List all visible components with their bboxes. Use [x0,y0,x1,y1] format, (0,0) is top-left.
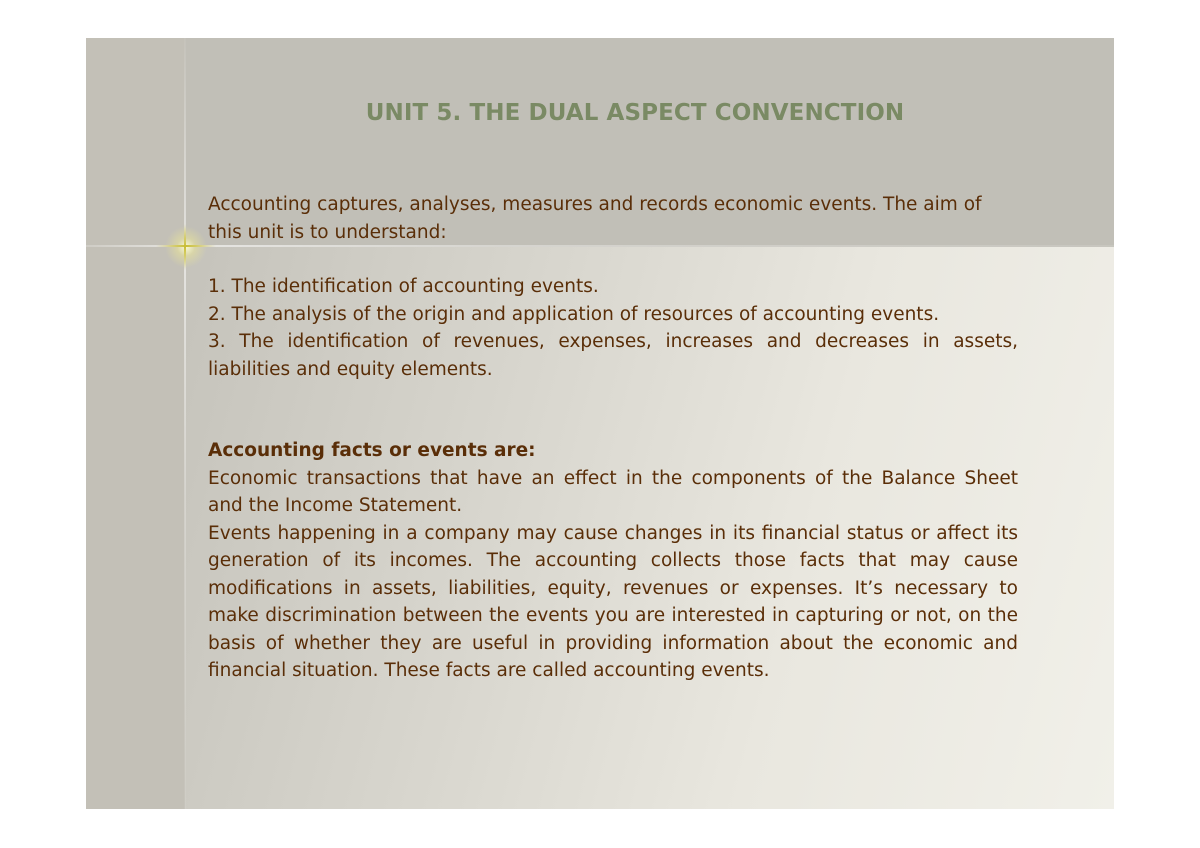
slide-title: UNIT 5. THE DUAL ASPECT CONVENCTION [365,100,905,126]
objective-item-2: 2. The analysis of the origin and application of resources of accounting events. [208,303,940,325]
slide-left-band [86,38,185,809]
slide [86,38,1114,809]
sparkle-horizontal-ray [156,245,216,247]
objectives-list [208,273,1018,383]
objective-item-1: 1. The identification of accounting events. [208,276,599,297]
objective-item-3: 3. The identification of revenues, expenses, increases and decreases in assets, liabilities and equity elements. [208,331,1018,380]
intro-paragraph: Accounting captures, analyses, measures and records economic events. The aim of this unit is to understand: [208,194,982,243]
vertical-divider-line [184,38,186,809]
sparkle-glow-icon [165,226,207,268]
facts-heading: Accounting facts or events are: [208,440,536,461]
facts-section [208,437,1018,685]
sparkle-vertical-ray [184,224,186,270]
facts-paragraph-2: Events happening in a company may cause changes in its financial status or affect its generation of its incomes. The accounting collects those facts that may cause modifications in assets, liabilities, equity, revenues or expenses. It’s necessary to make discrimination between the events you are interested in capturing or not, on the basis of whether they are useful in providing information about the economic and financial situation. These facts are called accounting events. [208,522,1018,681]
facts-paragraph-1: Economic transactions that have an effect in the components of the Balance Sheet and the Income Statement. [208,467,1018,516]
